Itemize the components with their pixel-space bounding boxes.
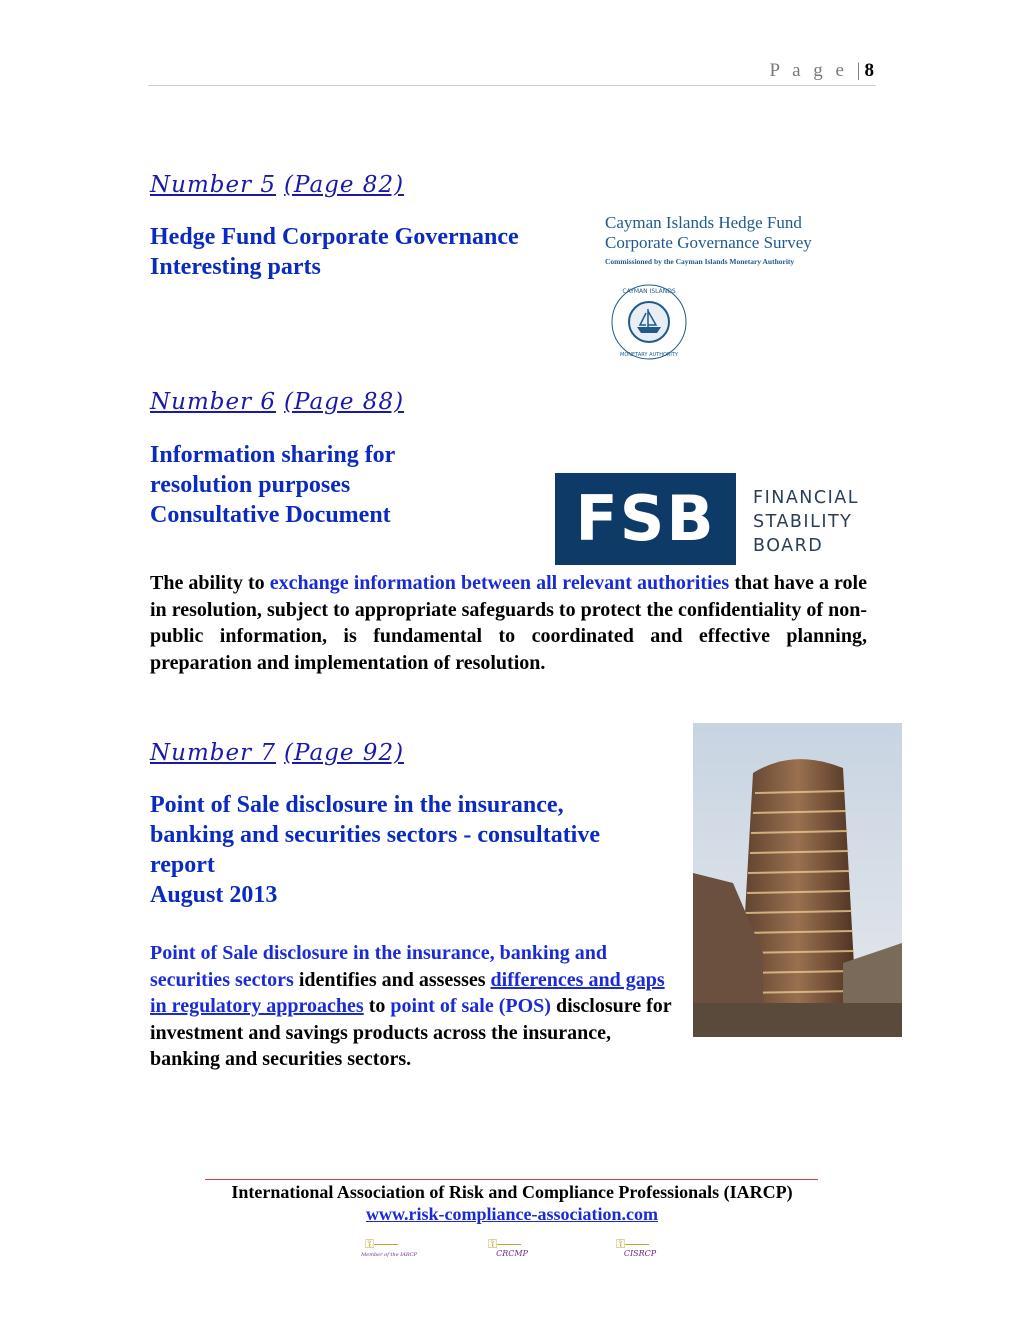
section-6-number: Number 6 (150, 389, 277, 415)
svg-text:CAYMAN ISLANDS: CAYMAN ISLANDS (622, 288, 676, 295)
section-7-number: Number 7 (150, 740, 277, 766)
cayman-title (605, 213, 812, 253)
footer-divider (205, 1179, 818, 1180)
badge-label: CISRCP (623, 1249, 657, 1258)
section-5-heading (150, 172, 404, 198)
fsb-name-line: FINANCIAL (753, 488, 859, 508)
section-5-title (150, 222, 570, 282)
footer-org-name: International Association of Risk and Compliance Professionals (IARCP) (231, 1182, 793, 1202)
section-7-page-ref: (Page 92) (284, 740, 405, 766)
body-text: to (363, 995, 391, 1017)
page-number: 8 (864, 60, 874, 81)
badge-label: Member of the IARCP (361, 1252, 417, 1258)
page-header (740, 60, 874, 82)
section-6-body (150, 570, 867, 676)
cima-seal-icon (610, 283, 688, 361)
member-badge (361, 1235, 417, 1261)
cayman-survey-image (585, 165, 889, 375)
key-icon: ⚿━━ (616, 1237, 650, 1251)
section-6-title-line: Consultative Document (150, 502, 391, 528)
section-6-title-line: resolution purposes (150, 472, 351, 498)
section-7-title-line: Point of Sale disclosure in the insurance, (150, 792, 564, 818)
crcmp-badge (484, 1235, 540, 1261)
highlighted-text: Point of Sale disclosure in the insurance, banking and securities sectors (150, 942, 607, 991)
section-5-page-ref: (Page 82) (284, 172, 405, 198)
page-label: P a g e | (769, 60, 865, 81)
section-5-title-line: Hedge Fund Corporate Governance (150, 224, 519, 250)
section-6-page-ref: (Page 88) (284, 389, 405, 415)
badge-label: CRCMP (496, 1249, 528, 1258)
highlighted-text: point of sale (POS) (390, 995, 551, 1017)
fsb-logo (555, 473, 871, 565)
section-7-title-line: report (150, 852, 215, 878)
section-6-heading (150, 389, 404, 415)
body-text: that have a role in resolution, subject to appropriate safeguards to protect the confidentiality of non-public information, is fundamental to coordinated and effective planning, preparation and implementation of resolution. (150, 572, 867, 674)
footer-url (150, 1204, 874, 1225)
section-7-title (150, 790, 680, 910)
fsb-name-line: STABILITY (753, 512, 853, 532)
fsb-name-line: BOARD (753, 536, 824, 556)
section-6-title-line: Information sharing for (150, 442, 396, 468)
cayman-title-line: Corporate Governance Survey (605, 233, 812, 252)
section-6-title (150, 440, 540, 530)
cisrcp-badge (612, 1235, 668, 1261)
svg-text:MONETARY AUTHORITY: MONETARY AUTHORITY (620, 352, 678, 358)
section-5-title-line: Interesting parts (150, 254, 321, 280)
body-text: disclosure for investment and savings products across the insurance, banking and securities sectors. (150, 995, 672, 1070)
fsb-name (753, 486, 859, 558)
fsb-letters: FSB (555, 473, 736, 565)
body-text: identifies and assesses (293, 968, 491, 991)
section-7-title-line: August 2013 (150, 882, 278, 908)
header-divider (148, 85, 876, 86)
section-7-title-line: banking and securities sectors - consultative (150, 822, 600, 848)
body-text: The ability to (150, 572, 270, 594)
bis-tower-photo (693, 723, 902, 1037)
highlighted-text: exchange information between all relevant authorities (269, 572, 730, 594)
section-7-heading (150, 740, 404, 766)
key-icon: ⚿━━ (365, 1237, 399, 1251)
cayman-title-line: Cayman Islands Hedge Fund (605, 213, 802, 232)
section-7-body (150, 940, 678, 1073)
website-link[interactable]: www.risk-compliance-association.com (366, 1204, 658, 1224)
section-5-number: Number 5 (150, 172, 277, 198)
cayman-subtitle: Commissioned by the Cayman Islands Monetary Authority (605, 257, 795, 266)
differences-link[interactable]: differences and gaps in regulatory approaches (150, 968, 665, 1017)
key-icon: ⚿━━ (488, 1237, 522, 1251)
